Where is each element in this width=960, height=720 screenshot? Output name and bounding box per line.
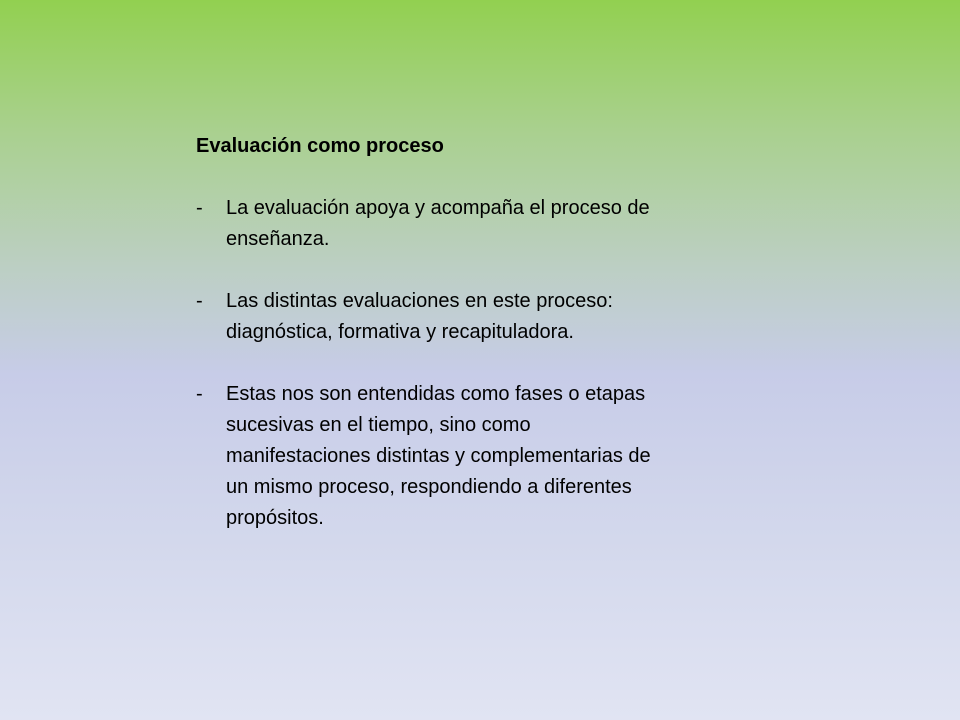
bullet-item — [196, 193, 776, 255]
bullet-text: Estas nos son entendidas como fases o etapas sucesivas en el tiempo, sino como manifestaciones distintas y complementarias de un mismo proceso, respondiendo a diferentes propósitos. — [226, 383, 651, 529]
bullet-item — [196, 379, 776, 534]
slide-title: Evaluación como proceso — [196, 135, 444, 157]
bullet-text: La evaluación apoya y acompaña el proceso de enseñanza. — [226, 197, 650, 250]
bullet-text: Las distintas evaluaciones en este proceso: diagnóstica, formativa y recapituladora. — [226, 290, 613, 343]
bullet-marker: - — [196, 383, 203, 405]
slide-content — [196, 131, 776, 565]
bullet-item — [196, 286, 776, 348]
bullet-marker: - — [196, 290, 203, 312]
bullet-marker: - — [196, 197, 203, 219]
bullet-list — [196, 193, 776, 534]
